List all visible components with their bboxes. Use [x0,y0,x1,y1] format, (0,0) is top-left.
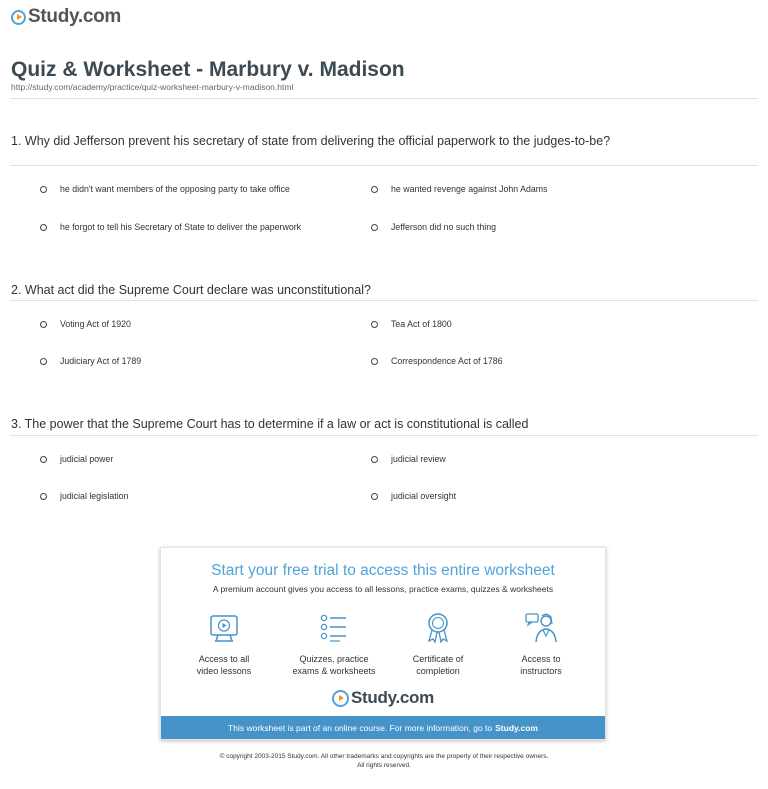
divider [10,165,758,166]
radio-button[interactable] [371,358,378,365]
promo-study-logo[interactable] [161,688,605,708]
divider [10,98,758,99]
promo-subheading: A premium account gives you access to all lessons, practice exams, quizzes & worksheets [212,584,554,594]
answer-label: he wanted revenge against John Adams [391,184,548,194]
question-3: 3. The power that the Supreme Court has to determine if a law or act is constitutional is called [11,417,529,431]
radio-button[interactable] [40,358,47,365]
radio-button[interactable] [40,224,47,231]
answer-option[interactable] [371,356,503,366]
answer-label: Judiciary Act of 1789 [60,356,142,366]
answer-label: Correspondence Act of 1786 [391,356,503,366]
answer-label: Tea Act of 1800 [391,319,452,329]
promo-bar-text: This worksheet is part of an online course. For more information, go to [228,722,493,733]
copyright [0,752,768,770]
answer-option[interactable] [371,319,452,329]
answer-option[interactable] [371,184,548,194]
quiz-list-icon [316,610,352,646]
play-logo-icon [11,10,26,25]
question-1: 1. Why did Jefferson prevent his secretary of state from delivering the official paperwork to the judges-to-be? [11,134,611,148]
answer-option[interactable] [40,222,301,232]
feature-instructors [486,610,596,677]
radio-button[interactable] [371,493,378,500]
answer-option[interactable] [371,222,496,232]
page-title: Quiz & Worksheet - Marbury v. Madison [11,58,405,81]
answer-label: judicial oversight [391,491,457,501]
answer-label: Voting Act of 1920 [60,319,131,329]
answer-option[interactable] [371,454,446,464]
answer-label: judicial power [60,454,114,464]
video-lesson-icon [206,610,242,646]
feature-video-lessons [169,610,279,677]
feature-label: Access to instructors [520,654,562,676]
radio-button[interactable] [371,456,378,463]
answer-option[interactable] [40,319,131,329]
feature-label: Quizzes, practice exams & worksheets [292,654,376,676]
divider [10,300,758,301]
radio-button[interactable] [371,224,378,231]
certificate-icon [420,610,456,646]
radio-button[interactable] [371,321,378,328]
logo-text: Study.com [28,6,122,27]
study-logo[interactable] [11,6,121,28]
answer-label: judicial legislation [60,491,129,501]
answer-label: Jefferson did no such thing [391,222,496,232]
page-url: http://study.com/academy/practice/quiz-worksheet-marbury-v-madison.html [11,82,294,92]
promo-info-bar [161,716,605,739]
instructor-icon [523,610,559,646]
radio-button[interactable] [40,493,47,500]
answer-label: judicial review [391,454,446,464]
answer-label: he didn't want members of the opposing party to take office [60,184,290,194]
copyright-line: © copyright 2003-2015 Study.com. All other trademarks and copyrights are the property of their respective owners. [219,753,549,760]
radio-button[interactable] [40,456,47,463]
answer-option[interactable] [40,356,141,366]
feature-label: Certificate of completion [412,654,464,676]
answer-option[interactable] [40,184,290,194]
answer-option[interactable] [371,491,456,501]
study-link[interactable]: Study.com [495,722,538,733]
rights-line: All rights reserved. [357,762,411,769]
feature-quizzes [279,610,389,677]
feature-label: Access to all video lessons [196,654,252,676]
play-logo-icon [332,690,349,707]
premium-promo-box [160,547,606,740]
logo-text: Study.com [351,688,434,707]
radio-button[interactable] [40,321,47,328]
question-2: 2. What act did the Supreme Court declare was unconstitutional? [11,283,371,297]
answer-option[interactable] [40,454,113,464]
radio-button[interactable] [371,186,378,193]
feature-certificate [383,610,493,677]
radio-button[interactable] [40,186,47,193]
promo-heading[interactable]: Start your free trial to access this entire worksheet [211,562,555,579]
answer-option[interactable] [40,491,128,501]
divider [10,435,758,436]
answer-label: he forgot to tell his Secretary of State to deliver the paperwork [60,222,302,232]
